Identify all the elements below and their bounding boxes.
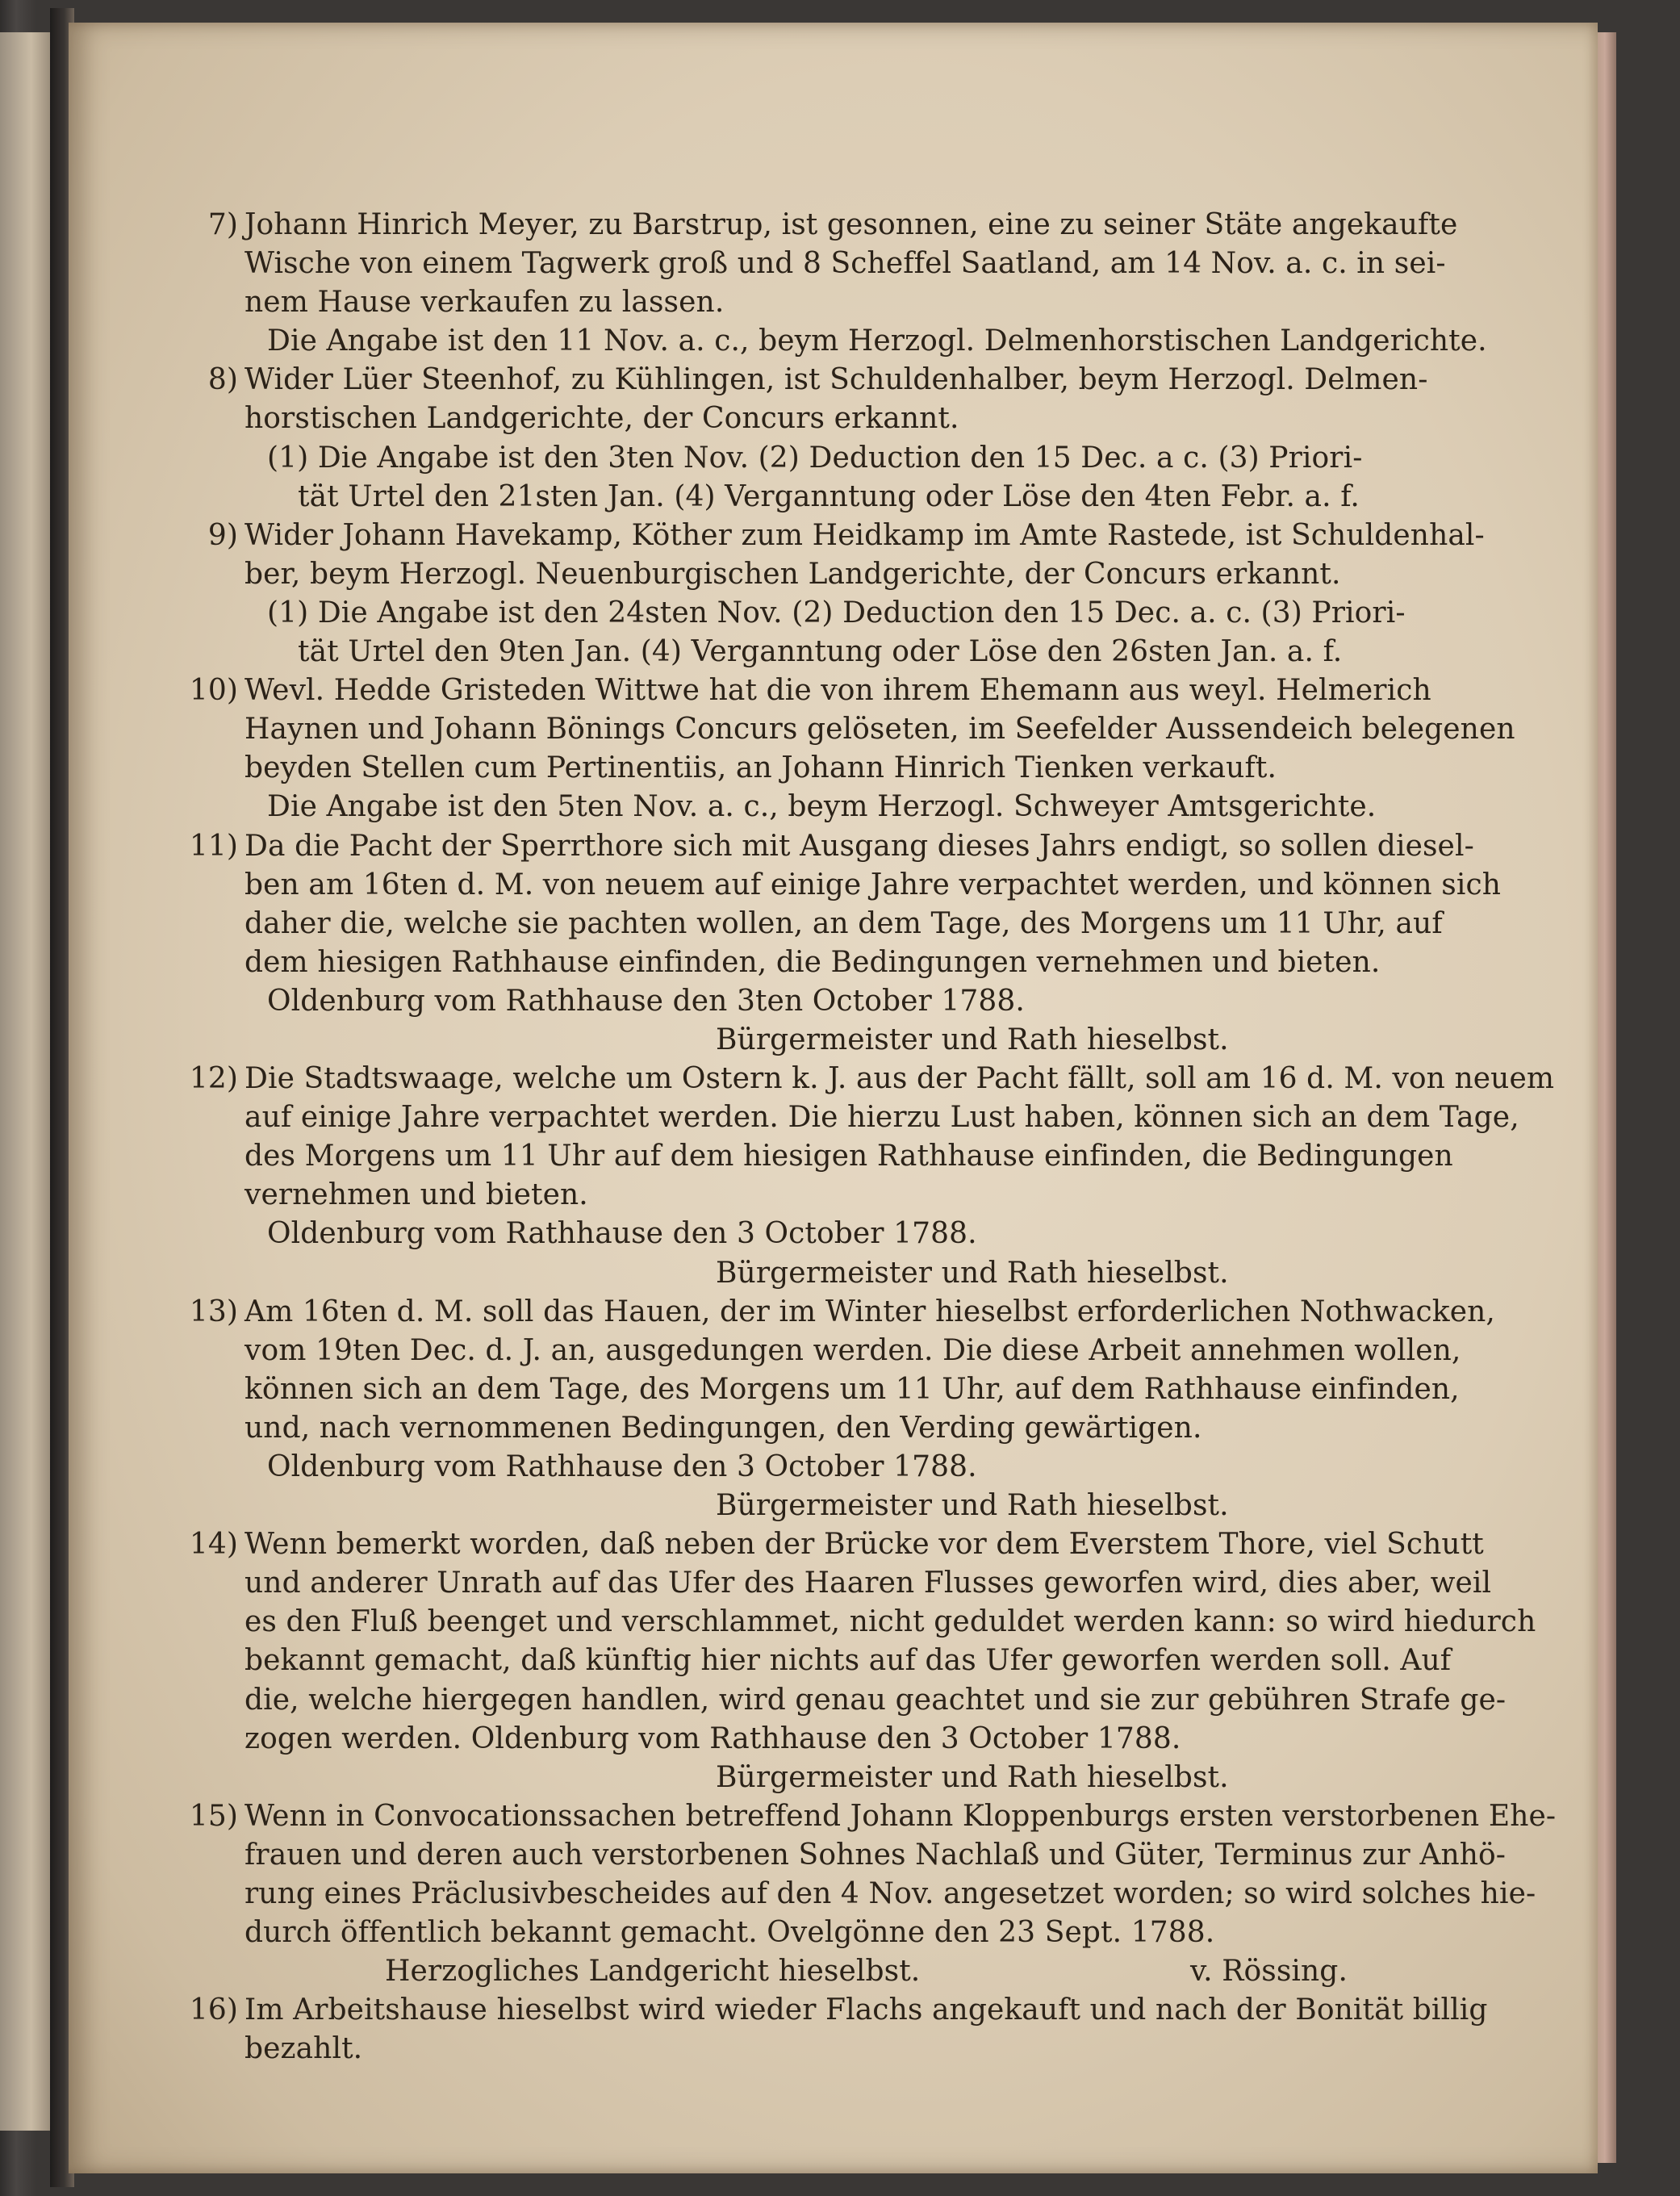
notice-line: es den Fluß beenget und verschlammet, nicht geduldet werden kann: so wird hiedurch <box>244 1605 1536 1639</box>
notice-line: Johann Hinrich Meyer, zu Barstrup, ist gesonnen, eine zu seiner Stäte angekaufte <box>244 208 1458 241</box>
notice-11 <box>161 827 1502 1060</box>
notice-7 <box>161 206 1487 361</box>
notice-line: Wenn in Convocationssachen betreffend Johann Kloppenburgs ersten verstorbenen Ehe- <box>244 1799 1557 1833</box>
notice-detail: (1) Die Angabe ist den 24sten Nov. (2) Deduction den 15 Dec. a. c. (3) Priori- <box>267 596 1406 630</box>
notice-number: 13) <box>189 1295 238 1328</box>
notice-line: bezahlt. <box>244 2032 363 2066</box>
notice-line: zogen werden. Oldenburg vom Rathhause den 3 October 1788. <box>244 1721 1181 1755</box>
notice-line: Wider Johann Havekamp, Köther zum Heidkamp im Amte Rastede, ist Schuldenhal- <box>244 518 1485 552</box>
notice-line: Am 16ten d. M. soll das Hauen, der im Winter hieselbst erforderlichen Nothwacken, <box>244 1295 1495 1328</box>
notice-signer: v. Rössing. <box>1190 1955 1348 1989</box>
notice-9 <box>161 517 1485 671</box>
notice-line: vom 19ten Dec. d. J. an, ausgedungen werden. Die diese Arbeit annehmen wollen, <box>244 1333 1461 1367</box>
notice-detail: (1) Die Angabe ist den 3ten Nov. (2) Deduction den 15 Dec. a c. (3) Priori- <box>267 441 1363 475</box>
notice-16 <box>161 1991 1488 2068</box>
notice-line: nem Hause verkaufen zu lassen. <box>244 286 725 320</box>
notice-line: durch öffentlich bekannt gemacht. Ovelgönne den 23 Sept. 1788. <box>244 1916 1215 1950</box>
notice-number: 10) <box>189 674 238 708</box>
notice-line: bekannt gemacht, daß künftig hier nichts auf das Ufer geworfen werden soll. Auf <box>244 1644 1452 1678</box>
notice-signature-line <box>244 1952 1348 1991</box>
notice-signature: Herzogliches Landgericht hieselbst. <box>385 1955 921 1989</box>
notice-signature: Bürgermeister und Rath hieselbst. <box>716 1256 1229 1290</box>
notice-line: und, nach vernommenen Bedingungen, den Verding gewärtigen. <box>244 1411 1202 1445</box>
notice-line: ben am 16ten d. M. von neuem auf einige Jahre verpachtet werden, und können sich <box>244 868 1502 901</box>
notice-number: 12) <box>189 1062 238 1096</box>
notice-detail: Die Angabe ist den 11 Nov. a. c., beym Herzogl. Delmenhorstischen Landgerichte. <box>267 324 1487 358</box>
notice-place-date: Oldenburg vom Rathhause den 3ten October 1788. <box>267 984 1025 1018</box>
notice-line: Haynen und Johann Bönings Concurs gelöseten, im Seefelder Aussendeich belegenen <box>244 713 1515 747</box>
notice-line: daher die, welche sie pachten wollen, an dem Tage, des Morgens um 11 Uhr, auf <box>244 906 1443 940</box>
notice-number: 16) <box>189 1993 238 2027</box>
notice-8 <box>161 361 1428 516</box>
notice-number: 15) <box>189 1799 238 1833</box>
notice-line: Wevl. Hedde Gristeden Wittwe hat die von ihrem Ehemann aus weyl. Helmerich <box>244 674 1431 708</box>
notice-detail: Die Angabe ist den 5ten Nov. a. c., beym Herzogl. Schweyer Amtsgerichte. <box>267 790 1377 824</box>
notice-line: rung eines Präclusivbescheides auf den 4 Nov. angesetzet worden; so wird solches hie- <box>244 1877 1536 1911</box>
notice-12 <box>161 1060 1555 1293</box>
notice-number: 9) <box>207 518 238 552</box>
notice-signature: Bürgermeister und Rath hieselbst. <box>716 1760 1229 1794</box>
notice-10 <box>161 671 1515 826</box>
notice-signature: Bürgermeister und Rath hieselbst. <box>716 1023 1229 1056</box>
notice-place-date: Oldenburg vom Rathhause den 3 October 1788. <box>267 1217 977 1251</box>
notices-text <box>161 206 1557 2069</box>
notice-line: beyden Stellen cum Pertinentiis, an Johann Hinrich Tienken verkauft. <box>244 751 1277 785</box>
notice-number: 7) <box>207 208 238 241</box>
notice-14 <box>161 1525 1536 1797</box>
notice-number: 14) <box>189 1528 238 1562</box>
notice-line: Die Stadtswaage, welche um Ostern k. J. aus der Pacht fällt, soll am 16 d. M. von neuem <box>244 1062 1555 1096</box>
notice-number: 11) <box>189 829 238 863</box>
notice-detail: tät Urtel den 9ten Jan. (4) Verganntung oder Löse den 26sten Jan. a. f. <box>298 635 1343 669</box>
notice-line: Da die Pacht der Sperrthore sich mit Ausgang dieses Jahrs endigt, so sollen diesel- <box>244 829 1474 863</box>
notice-number: 8) <box>207 363 238 397</box>
notice-line: vernehmen und bieten. <box>244 1178 588 1212</box>
notice-line: frauen und deren auch verstorbenen Sohnes Nachlaß und Güter, Terminus zur Anhö- <box>244 1838 1507 1872</box>
notice-line: auf einige Jahre verpachtet werden. Die hierzu Lust haben, können sich an dem Tage, <box>244 1101 1519 1135</box>
previous-page-edge <box>0 32 56 2131</box>
notice-signature: Bürgermeister und Rath hieselbst. <box>716 1489 1229 1523</box>
notice-line: Im Arbeitshause hieselbst wird wieder Flachs angekauft und nach der Bonität billig <box>244 1993 1488 2027</box>
notice-line: horstischen Landgerichte, der Concurs erkannt. <box>244 402 959 436</box>
notice-place-date: Oldenburg vom Rathhause den 3 October 1788. <box>267 1450 977 1483</box>
notice-line: des Morgens um 11 Uhr auf dem hiesigen Rathhause einfinden, die Bedingungen <box>244 1140 1453 1173</box>
notice-line: die, welche hiergegen handlen, wird genau geachtet und sie zur gebühren Strafe ge- <box>244 1683 1507 1717</box>
notice-line: Wider Lüer Steenhof, zu Kühlingen, ist Schuldenhalber, beym Herzogl. Delmen- <box>244 363 1428 397</box>
notice-13 <box>161 1293 1495 1526</box>
notice-line: ber, beym Herzogl. Neuenburgischen Landgerichte, der Concurs erkannt. <box>244 557 1341 591</box>
notice-line: können sich an dem Tage, des Morgens um 11 Uhr, auf dem Rathhause einfinden, <box>244 1372 1460 1406</box>
notice-line: Wische von einem Tagwerk groß und 8 Scheffel Saatland, am 14 Nov. a. c. in sei- <box>244 247 1446 281</box>
notice-line: und anderer Unrath auf das Ufer des Haaren Flusses geworfen wird, dies aber, weil <box>244 1566 1492 1600</box>
notice-line: Wenn bemerkt worden, daß neben der Brücke vor dem Everstem Thore, viel Schutt <box>244 1528 1484 1562</box>
notice-detail: tät Urtel den 21sten Jan. (4) Verganntung oder Löse den 4ten Febr. a. f. <box>298 479 1360 513</box>
notice-line: dem hiesigen Rathhause einfinden, die Bedingungen vernehmen und bieten. <box>244 945 1381 979</box>
notice-15 <box>161 1797 1557 1991</box>
